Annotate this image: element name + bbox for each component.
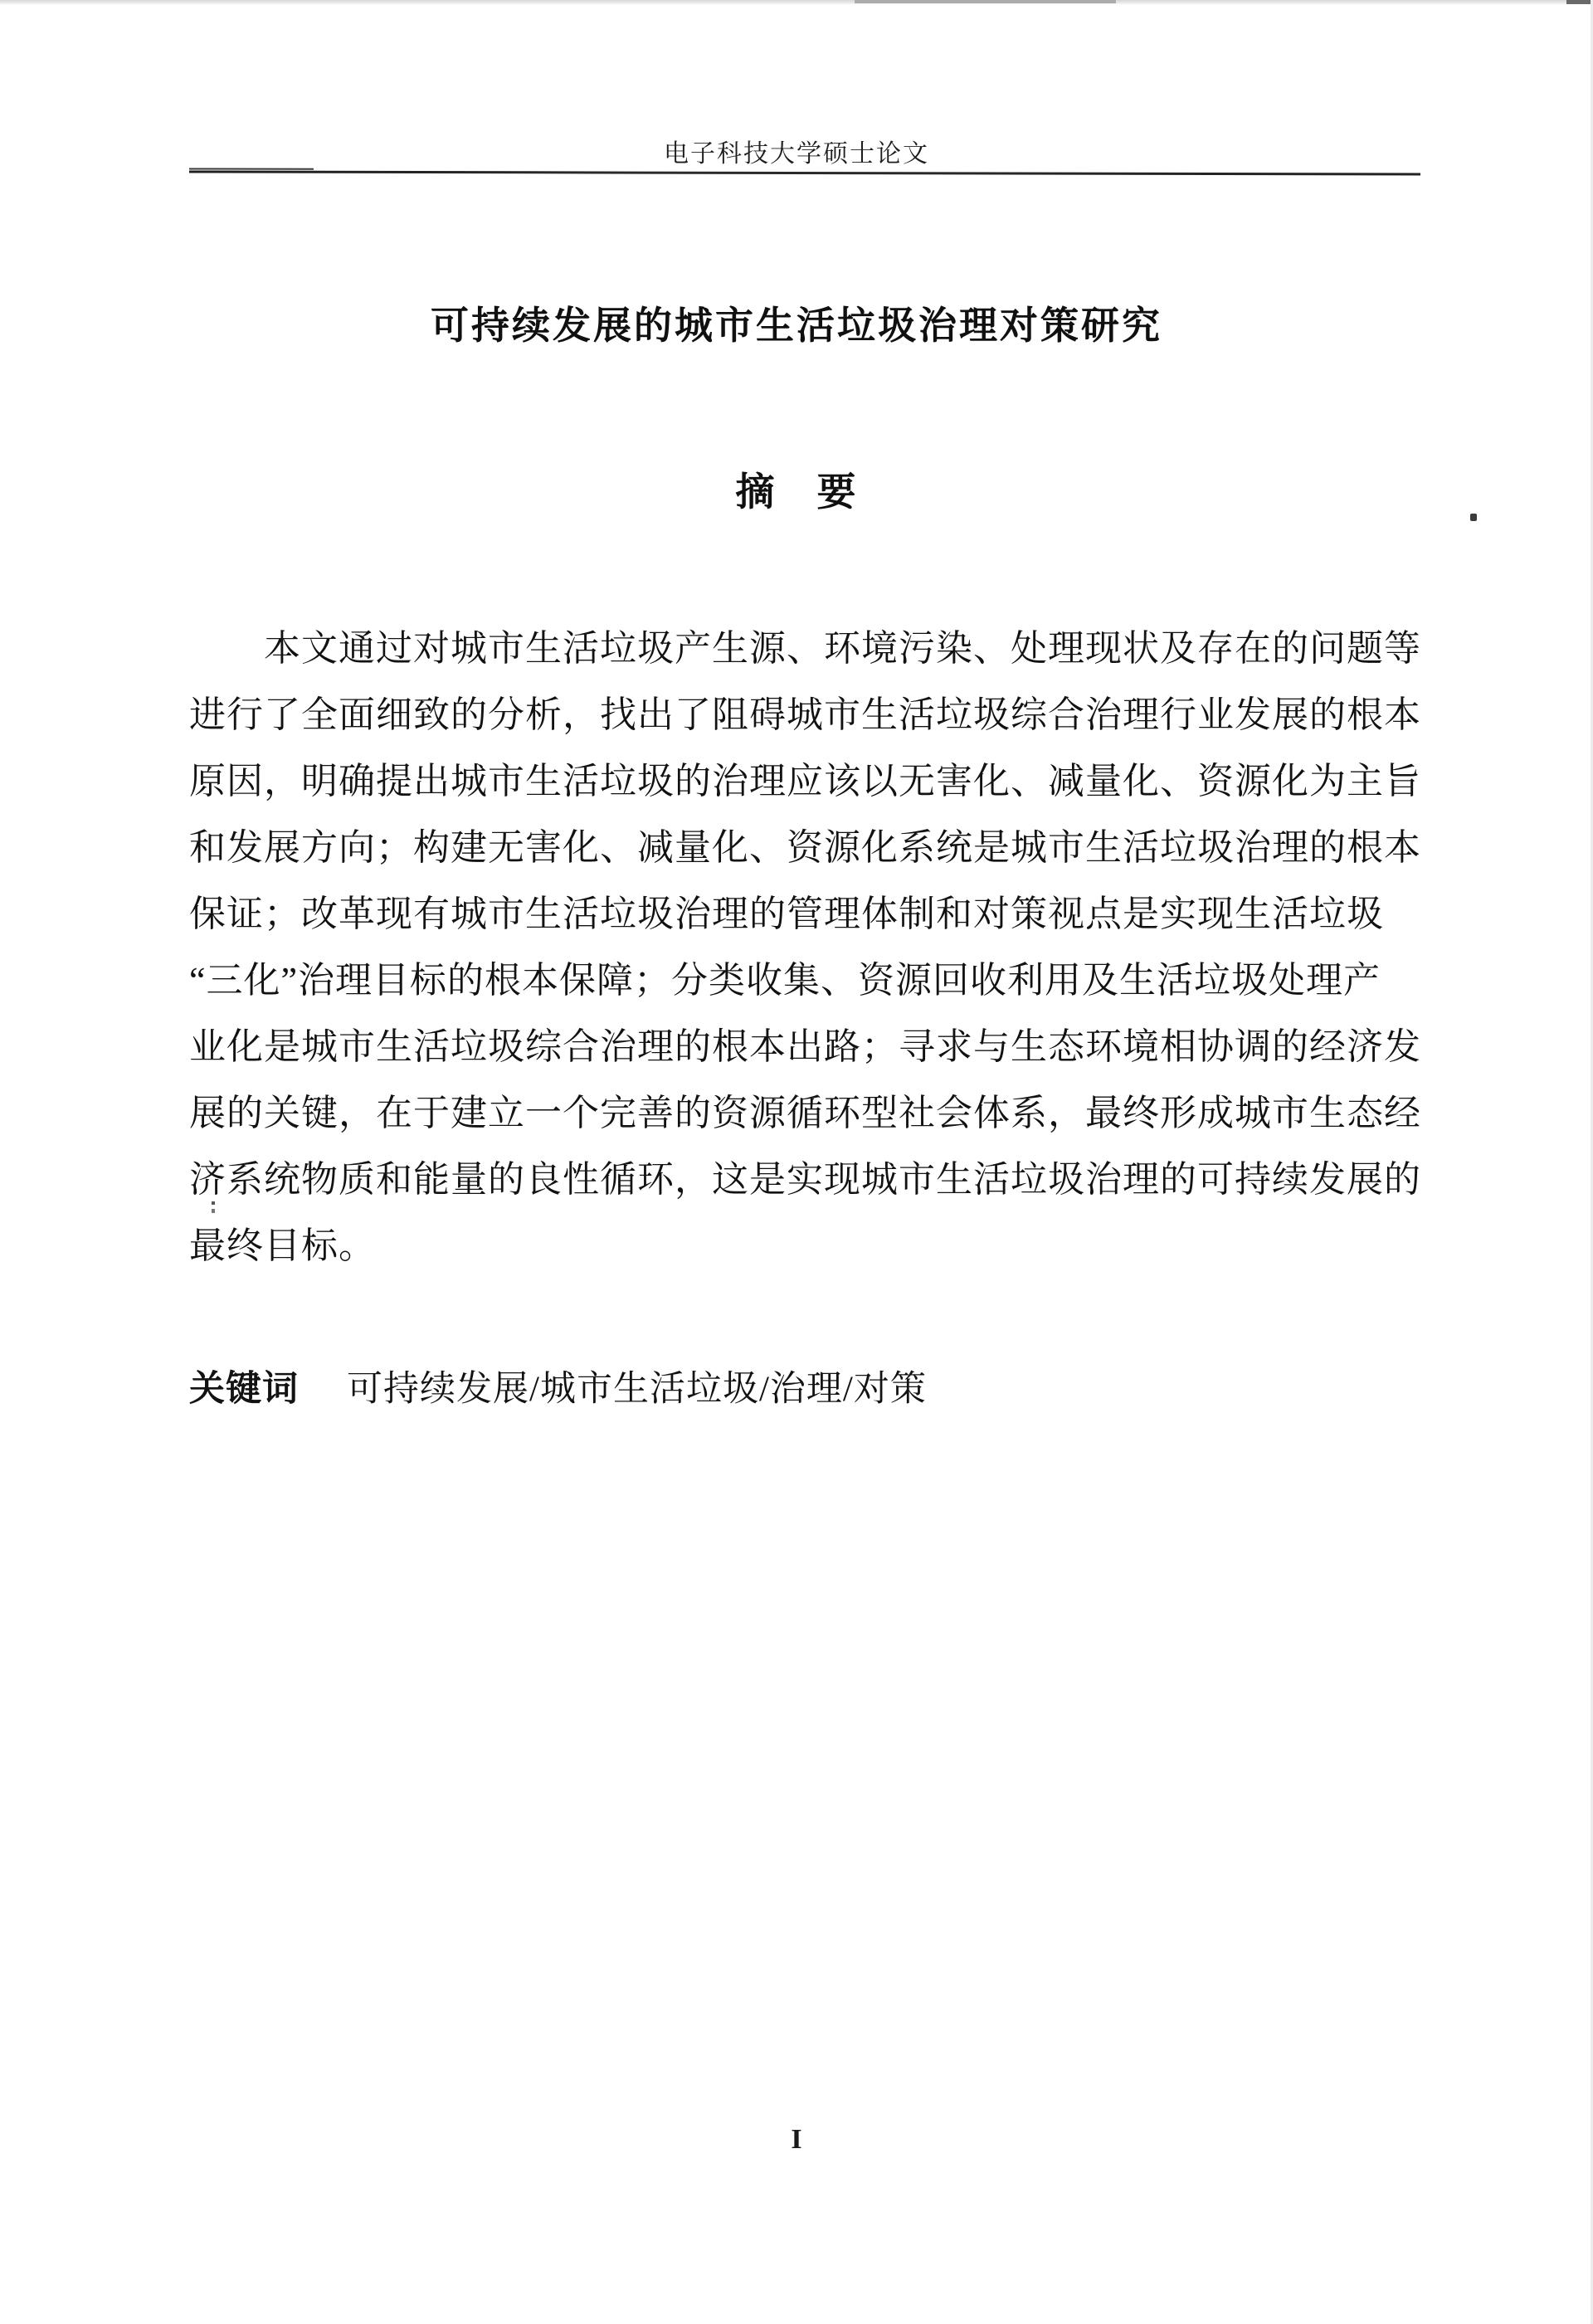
scan-edge-top [0,0,1593,5]
running-header: 电子科技大学硕士论文 [664,140,929,168]
abstract-line: 和发展方向；构建无害化、减量化、资源化系统是城市生活垃圾治理的根本 [189,827,1421,868]
abstract-line: 保证；改革现有城市生活垃圾治理的管理体制和对策视点是实现生活垃圾 [189,894,1384,934]
scan-artifact-speck [212,1201,215,1213]
abstract-line: 业化是城市生活垃圾综合治理的根本出路；寻求与生态环境相协调的经济发 [189,1026,1421,1067]
abstract-line: 本文通过对城市生活垃圾产生源、环境污染、处理现状及存在的问题等 [264,628,1421,669]
header-rule [189,170,1420,175]
keywords-row [189,1361,1444,1411]
scan-edge-top-right-corner [1566,0,1593,4]
scan-artifact-dot [1470,514,1477,521]
abstract-line: 展的关键，在于建立一个完善的资源循环型社会体系，最终形成城市生态经 [189,1093,1421,1133]
abstract-line: “三化”治理目标的根本保障；分类收集、资源回收利用及生活垃圾处理产 [189,960,1381,1001]
abstract-paragraph [189,616,1444,1279]
abstract-line: 进行了全面细致的分析，找出了阻碍城市生活垃圾综合治理行业发展的根本 [189,694,1421,735]
page-number: I [791,2124,802,2155]
abstract-heading: 摘 要 [735,470,858,514]
abstract-line: 济系统物质和能量的良性循环，这是实现城市生活垃圾治理的可持续发展的 [189,1159,1421,1200]
thesis-title: 可持续发展的城市生活垃圾治理对策研究 [431,304,1162,347]
abstract-line: 原因，明确提出城市生活垃圾的治理应该以无害化、减量化、资源化为主旨 [189,761,1421,801]
abstract-line: 最终目标。 [189,1225,376,1266]
keywords-value: 可持续发展/城市生活垃圾/治理/对策 [347,1370,927,1409]
keywords-label: 关键词 [189,1369,299,1409]
scan-edge-top-dark-segment [855,0,1116,3]
